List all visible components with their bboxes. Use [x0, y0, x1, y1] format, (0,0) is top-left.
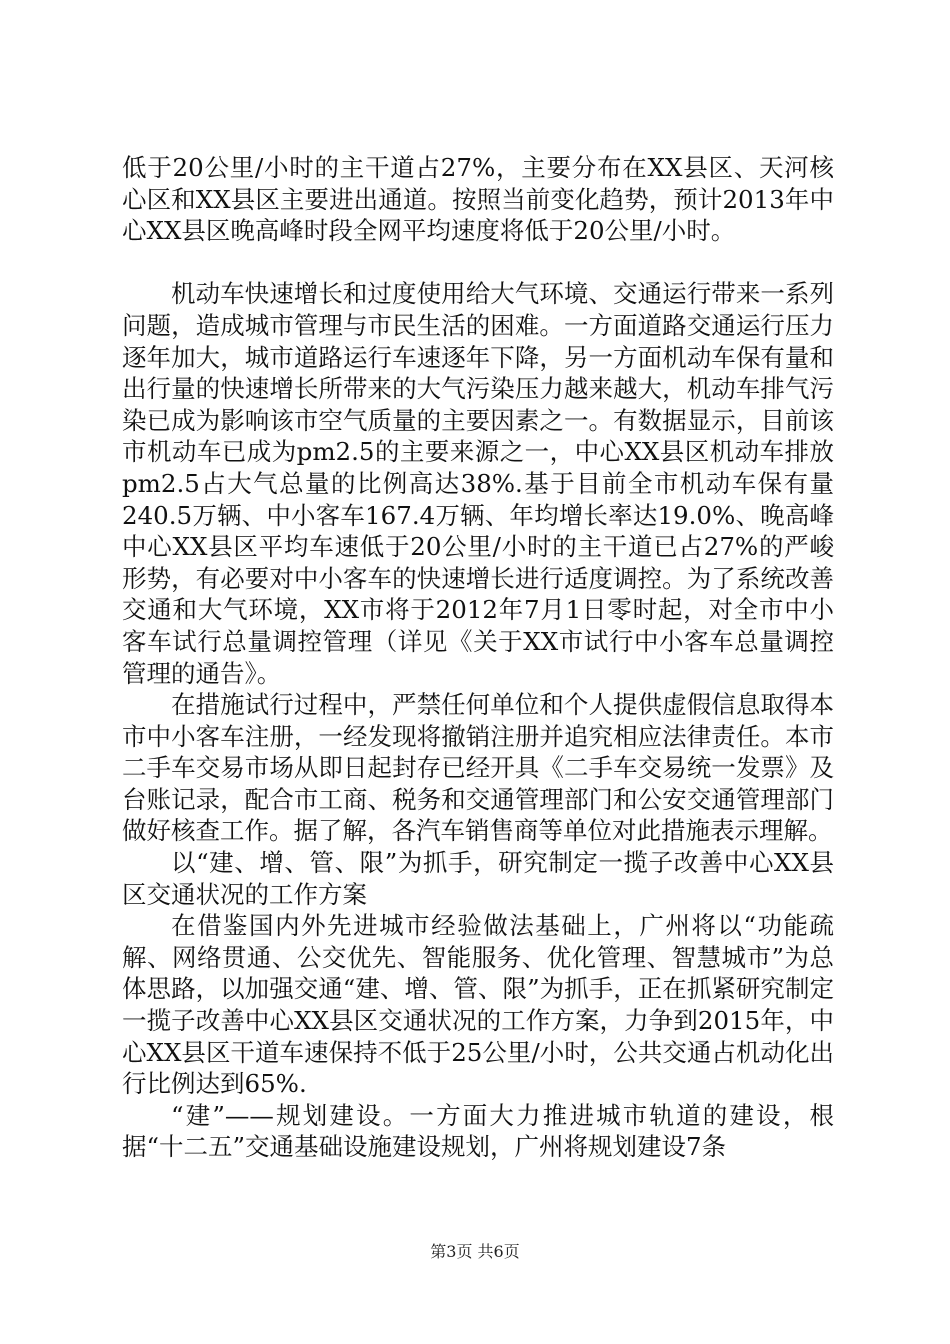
page-footer: 第3页 共6页 [430, 1242, 520, 1261]
paragraph-gap [122, 247, 834, 279]
document-body [122, 152, 834, 1163]
paragraph-2: 机动车快速增长和过度使用给大气环境、交通运行带来一系列问题，造成城市管理与市民生活的困难。一方面道路交通运行压力逐年加大，城市道路运行车速逐年下降，另一方面机动车保有量和出行量的快速增长所带来的大气污染压力越来越大，机动车排气污染已成为影响该市空气质量的主要因素之一。有数据显示，目前该市机动车已成为pm2.5的主要来源之一，中心XX县区机动车排放pm2.5占大气总量的比例高达38%.基于目前全市机动车保有量240.5万辆、中小客车167.4万辆、年均增长率达19.0%、晚高峰中心XX县区平均车速低于20公里/小时的主干道已占27%的严峻形势，有必要对中小客车的快速增长进行适度调控。为了系统改善交通和大气环境，XX市将于2012年7月1日零时起，对全市中小客车试行总量调控管理（详见《关于XX市试行中小客车总量调控管理的通告》。 [122, 279, 834, 688]
paragraph-1: 低于20公里/小时的主干道占27%，主要分布在XX县区、天河核心区和XX县区主要进出通道。按照当前变化趋势，预计2013年中心XX县区晚高峰时段全网平均速度将低于20公里/小时。 [122, 153, 834, 246]
paragraph-4: 在借鉴国内外先进城市经验做法基础上，广州将以“功能疏解、网络贯通、公交优先、智能服务、优化管理、智慧城市”为总体思路，以加强交通“建、增、管、限”为抓手，正在抓紧研究制定一揽子改善中心XX县区交通状况的工作方案，力争到2015年，中心XX县区干道车速保持不低于25公里/小时，公共交通占机动化出行比例达到65%. [122, 911, 834, 1099]
paragraph-5: “建”——规划建设。一方面大力推进城市轨道的建设，根据“十二五”交通基础设施建设规划，广州将规划建设7条 [122, 1100, 834, 1162]
section-heading: 以“建、增、管、限”为抓手，研究制定一揽子改善中心XX县区交通状况的工作方案 [122, 848, 834, 909]
paragraph-3: 在措施试行过程中，严禁任何单位和个人提供虚假信息取得本市中小客车注册，一经发现将撤销注册并追究相应法律责任。本市二手车交易市场从即日起封存已经开具《二手车交易统一发票》及台账记录，配合市工商、税务和交通管理部门和公安交通管理部门做好核查工作。据了解，各汽车销售商等单位对此措施表示理解。 [122, 690, 834, 846]
